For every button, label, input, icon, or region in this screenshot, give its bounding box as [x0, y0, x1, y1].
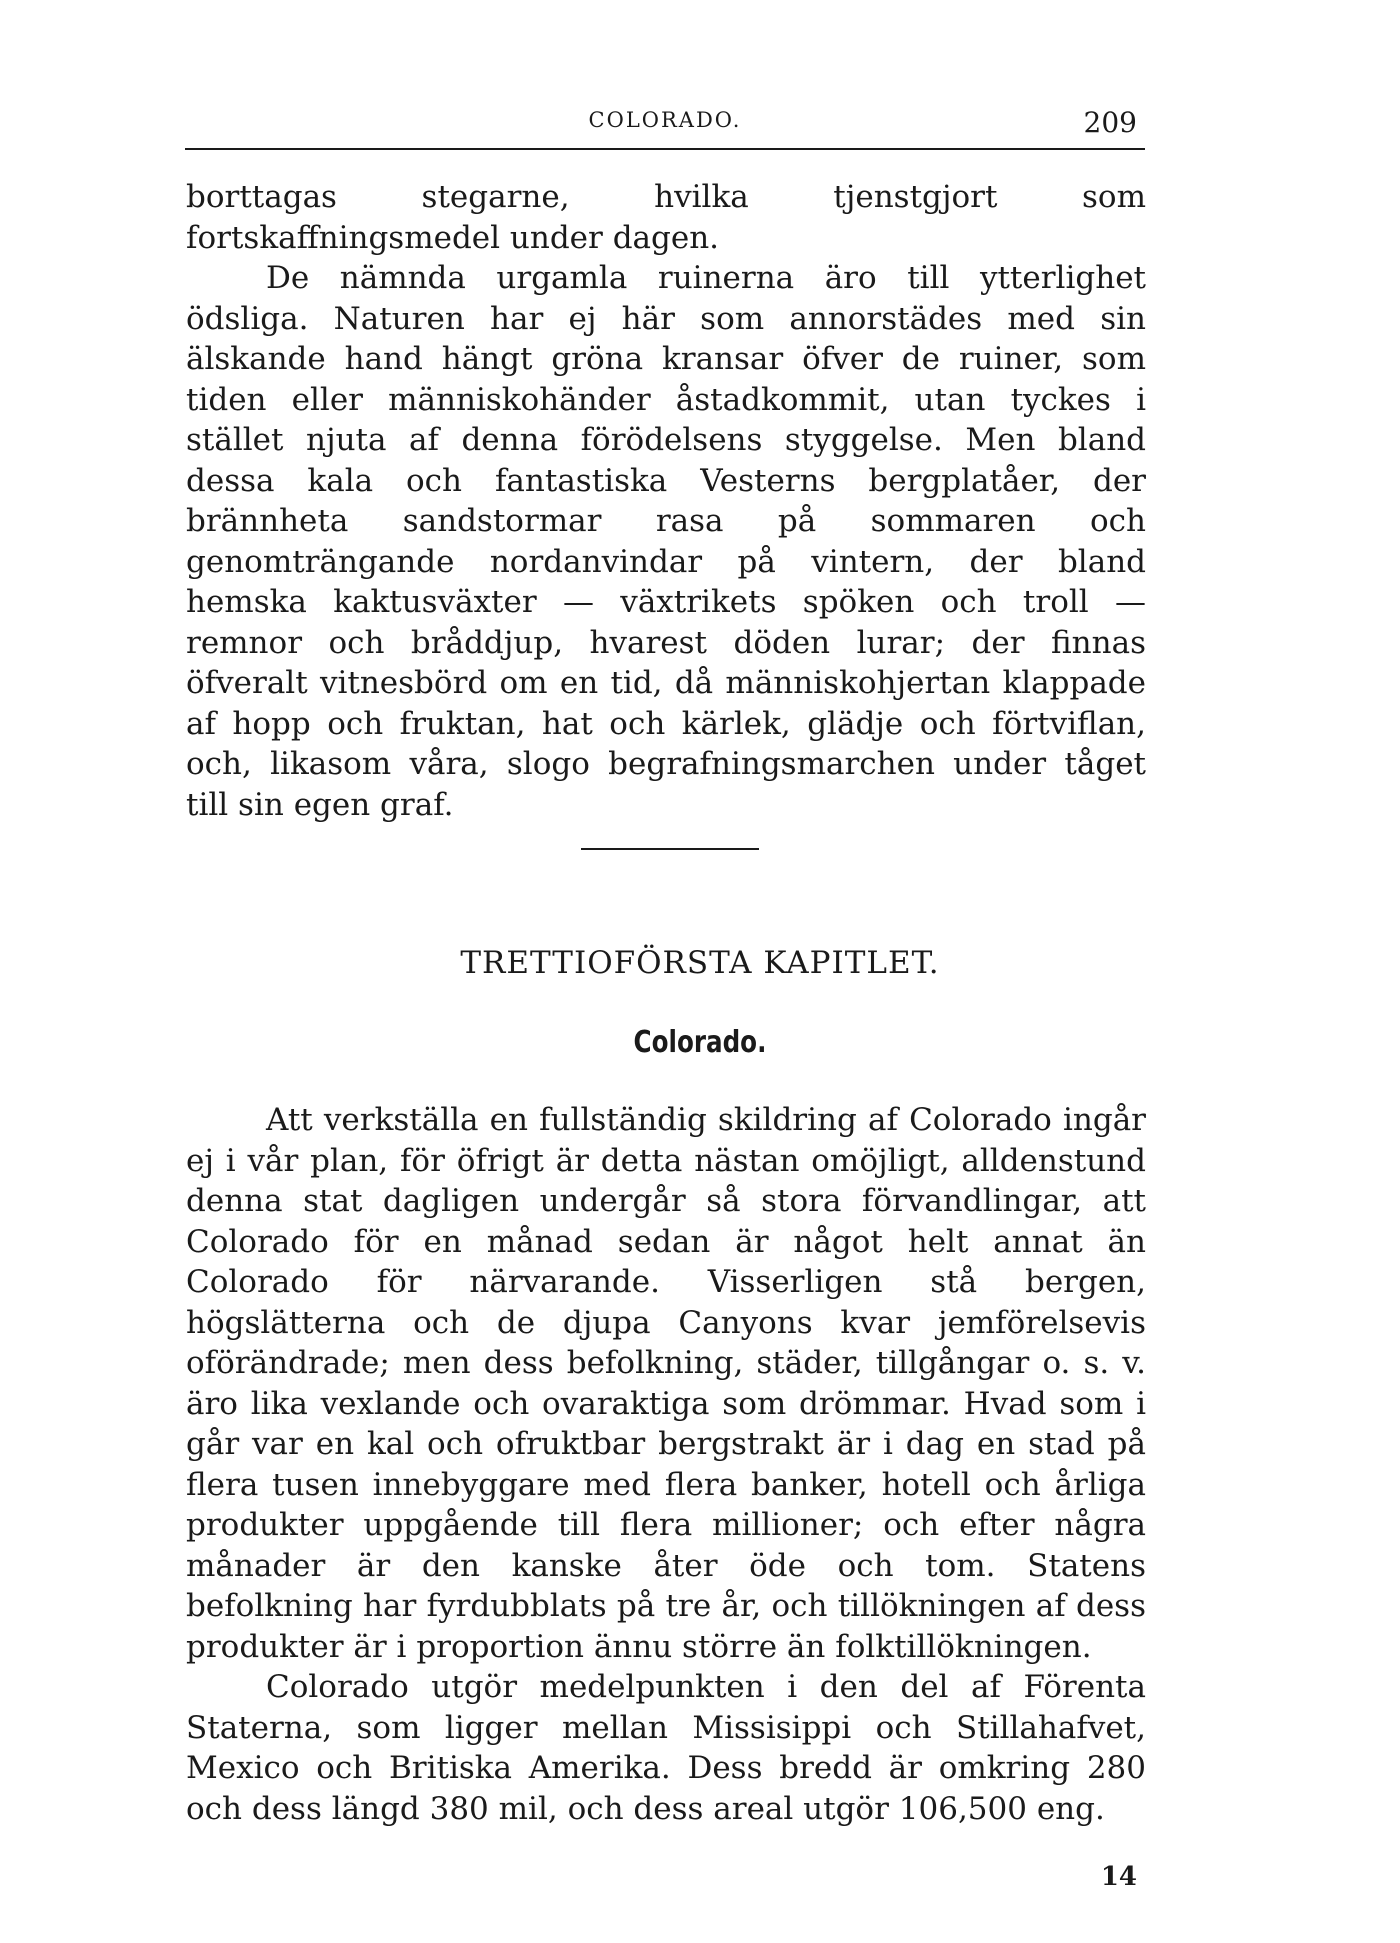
running-header	[185, 98, 1145, 150]
continued-text-block	[186, 177, 1146, 825]
paragraph: Colorado utgör medelpunkten i den del af Förenta Staterna, som ligger mellan Missisippi och Stillahafvet, Mexico och Britiska Amerika. Dess bredd är omkring 280 och dess längd 380 mil, och dess areal utgör 106,500 eng.	[186, 1669, 1146, 1827]
chapter-heading: TRETTIOFÖRSTA KAPITLET.	[460, 945, 940, 981]
running-title: COLORADO.	[588, 108, 742, 132]
paragraph: Att verkställa en fullständig skildring af Colorado ingår ej i vår plan, för öfrigt är detta nästan omöjligt, alldenstund denna stat dagligen undergår så stora förvandlingar, att Colorado för en månad sedan är något helt annat än Colorado för närvarande. Visserligen stå bergen, högslätterna och de djupa Canyons kvar jemförelsevis oförändrade; men dess befolkning, städer, tillgångar o. s. v. äro lika vexlande och ovaraktiga som drömmar. Hvad som i går var en kal och ofruktbar bergstrakt är i dag en stad på flera tusen innebyggare med flera banker, hotell och årliga produkter uppgående till flera millioner; och efter några månader är den kanske åter öde och tom. Statens befolkning har fyrdubblats på tre år, och tillökningen af dess produkter är i proportion ännu större än folktillökningen.	[186, 1102, 1146, 1665]
signature-mark: 14	[1100, 1862, 1137, 1892]
chapter-subtitle: Colorado.	[633, 1025, 767, 1060]
section-divider	[581, 848, 759, 850]
chapter-text-block	[186, 1100, 1146, 1829]
paragraph: borttagas stegarne, hvilka tjenstgjort som fortskaffningsmedel under dagen.	[186, 179, 1146, 256]
page-number: 209	[1083, 106, 1137, 139]
paragraph: De nämnda urgamla ruinerna äro till ytterlighet ödsliga. Naturen har ej här som annorstädes med sin älskande hand hängt gröna kransar öfver de ruiner, som tiden eller människohänder åstadkommit, utan tyckes i stället njuta af denna förödelsens styggelse. Men bland dessa kala och fantastiska Vesterns bergplatåer, der brännheta sandstormar rasa på sommaren och genomträngande nordanvindar på vintern, der bland hemska kaktusväxter — växtrikets spöken och troll — remnor och bråddjup, hvarest döden lurar; der finnas öfveralt vitnesbörd om en tid, då människohjertan klappade af hopp och fruktan, hat och kärlek, glädje och förtviflan, och, likasom våra, slogo begrafningsmarchen under tåget till sin egen graf.	[186, 260, 1146, 823]
